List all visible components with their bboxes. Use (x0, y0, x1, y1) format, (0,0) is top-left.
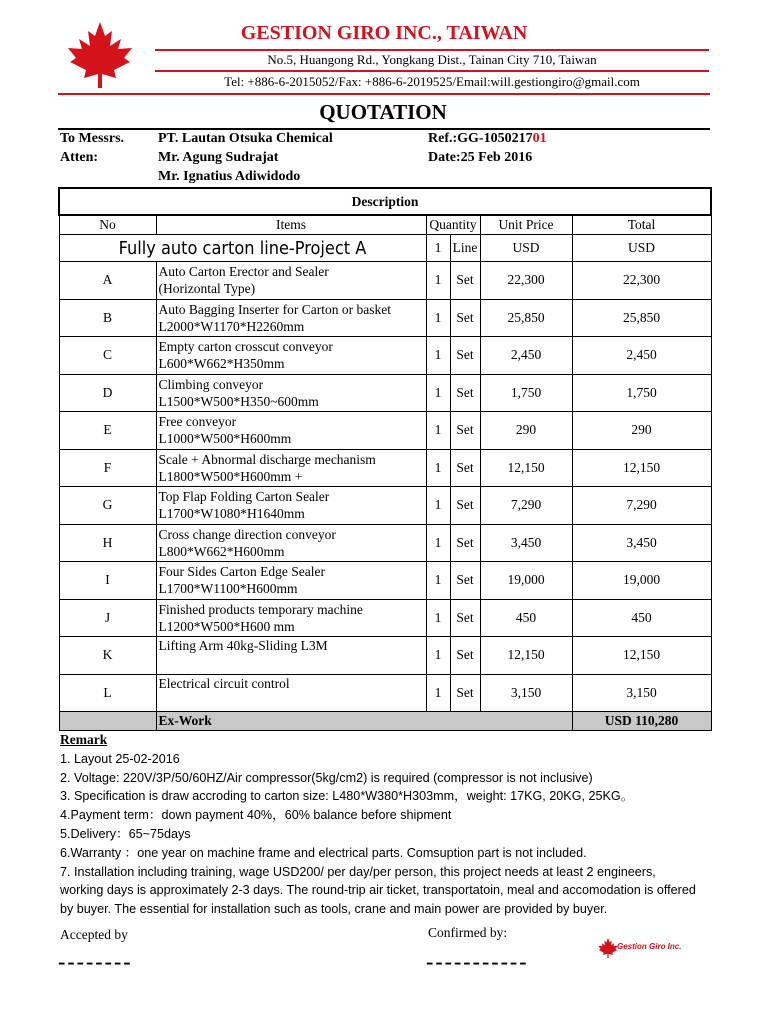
remarks-section (60, 731, 720, 919)
header-rule-middle (155, 70, 709, 72)
item-unit: Set (450, 449, 480, 487)
item-name: Free conveyor (158, 414, 237, 430)
item-name: Cross change direction conveyor (158, 526, 336, 542)
item-unit-price: 1,750 (480, 374, 572, 412)
header-rule-top (155, 49, 709, 51)
total-label: Ex-Work (156, 712, 572, 731)
table-row (59, 337, 711, 375)
table-row (59, 562, 711, 600)
to-label: To Messrs. (60, 131, 125, 146)
remark-line: by buyer. The essential for installation such as tools, crane and main power are provided by buyer. (60, 902, 608, 917)
item-spec: L1500*W500*H350~600mm (158, 393, 319, 409)
item-qty: 1 (426, 599, 450, 637)
item-name: Finished products temporary machine (158, 601, 363, 617)
company-stamp (597, 937, 682, 959)
column-header-no: No (59, 215, 156, 235)
remark-line: working days is approximately 2-3 days. The round-trip air ticket, transportatoin, meal and accomodation is offered (60, 883, 696, 898)
item-description (156, 337, 426, 375)
item-unit: Set (450, 562, 480, 600)
table-row (59, 412, 711, 450)
item-name: Auto Bagging Inserter for Carton or basket (158, 301, 391, 317)
item-total: 1,750 (572, 374, 711, 412)
item-spec: L1700*W1100*H600mm (158, 581, 298, 597)
item-qty: 1 (426, 562, 450, 600)
company-contact: Tel: +886-6-2015052/Fax: +886-6-2019525/Email:will.gestiongiro@gmail.com (224, 74, 640, 89)
item-description (156, 299, 426, 337)
item-description (156, 449, 426, 487)
item-unit: Set (450, 299, 480, 337)
item-total: 12,150 (572, 637, 711, 675)
item-no: L (59, 674, 156, 712)
item-total: 3,150 (572, 674, 711, 712)
item-qty: 1 (426, 524, 450, 562)
company-name: GESTION GIRO INC., TAIWAN (240, 22, 528, 44)
item-total: 19,000 (572, 562, 711, 600)
item-unit-price: 290 (480, 412, 572, 450)
quotation-table (58, 187, 712, 731)
item-name: Lifting Arm 40kg-Sliding L3M (158, 638, 328, 653)
table-row (59, 299, 711, 337)
project-row (59, 235, 711, 262)
item-description (156, 674, 426, 712)
item-unit: Set (450, 412, 480, 450)
item-unit: Set (450, 524, 480, 562)
item-unit: Set (450, 599, 480, 637)
item-name: Four Sides Carton Edge Sealer (158, 564, 325, 580)
item-unit-price: 3,150 (480, 674, 572, 712)
item-unit-price: 12,150 (480, 637, 572, 675)
item-qty: 1 (426, 412, 450, 450)
remark-line: 1. Layout 25-02-2016 (60, 751, 180, 766)
item-total: 2,450 (572, 337, 711, 375)
confirmed-by-label: Confirmed by: (428, 925, 508, 940)
item-no: F (59, 449, 156, 487)
ref-prefix: Ref.:GG-1050217 (428, 131, 533, 146)
remark-line: 3. Specification is draw accroding to carton size: L480*W380*H303mm，weight: 17KG, 20KG, 25KG。 (60, 789, 634, 804)
table-row (59, 599, 711, 637)
table-row (59, 487, 711, 525)
item-spec: L2000*W1170*H2260mm (158, 318, 305, 334)
item-unit: Set (450, 637, 480, 675)
total-row (59, 712, 711, 731)
header-rule-bottom (58, 93, 710, 95)
item-rows (59, 262, 711, 712)
item-qty: 1 (426, 674, 450, 712)
item-unit: Set (450, 262, 480, 300)
item-spec: L1800*W500*H600mm + (158, 468, 303, 484)
table-row (59, 262, 711, 300)
item-unit: Set (450, 374, 480, 412)
table-row (59, 524, 711, 562)
item-total: 25,850 (572, 299, 711, 337)
item-description (156, 562, 426, 600)
item-spec: L1700*W1080*H1640mm (158, 506, 305, 522)
item-unit-price: 25,850 (480, 299, 572, 337)
table-row (59, 449, 711, 487)
item-total: 3,450 (572, 524, 711, 562)
total-row-spacer (59, 712, 156, 731)
item-description (156, 524, 426, 562)
column-header-total: Total (572, 215, 711, 235)
item-total: 12,150 (572, 449, 711, 487)
item-name: Scale + Abnormal discharge mechanism (158, 451, 376, 467)
item-no: K (59, 637, 156, 675)
remark-line: 6.Warranty ：one year on machine frame and electrical parts. Comsuption part is not included. (60, 845, 587, 860)
item-no: C (59, 337, 156, 375)
ref-suffix: 01 (532, 131, 547, 146)
item-no: A (59, 262, 156, 300)
item-qty: 1 (426, 337, 450, 375)
column-header-quantity: Quantity (426, 215, 480, 235)
item-qty: 1 (426, 487, 450, 525)
item-description (156, 262, 426, 300)
item-total: 450 (572, 599, 711, 637)
column-header-row (59, 215, 711, 235)
date: Date:25 Feb 2016 (428, 150, 533, 165)
item-unit-price: 3,450 (480, 524, 572, 562)
item-spec: L600*W662*H350mm (158, 356, 285, 372)
confirmed-signature-line: ----------- (426, 949, 529, 974)
table-row (59, 374, 711, 412)
item-unit-price: 19,000 (480, 562, 572, 600)
item-description (156, 374, 426, 412)
item-no: H (59, 524, 156, 562)
to-value: PT. Lautan Otsuka Chemical (158, 131, 333, 146)
item-unit: Set (450, 674, 480, 712)
grand-total: USD 110,280 (572, 712, 711, 731)
item-no: B (59, 299, 156, 337)
item-description (156, 487, 426, 525)
item-no: J (59, 599, 156, 637)
item-spec: (Horizontal Type) (158, 281, 256, 297)
remark-line: 4.Payment term：down payment 40%，60% balance before shipment (60, 808, 452, 823)
document-title: QUOTATION (319, 100, 447, 124)
stamp-text: Gestion Giro Inc. (617, 942, 682, 951)
remark-line: 7. Installation including training, wage USD200/ per day/per person, this project needs at least 2 engineers, (60, 864, 656, 879)
item-no: I (59, 562, 156, 600)
atten-label: Atten: (60, 150, 99, 165)
title-rule (58, 128, 710, 130)
item-total: 7,290 (572, 487, 711, 525)
stamp-maple-leaf-icon (597, 937, 619, 959)
item-name: Electrical circuit control (158, 675, 290, 691)
item-unit-price: 2,450 (480, 337, 572, 375)
item-no: E (59, 412, 156, 450)
project-unit-price: USD (480, 235, 572, 262)
table-row (59, 674, 711, 712)
project-qty: 1 (426, 235, 450, 262)
project-unit: Line (450, 235, 480, 262)
item-description (156, 599, 426, 637)
atten-value-2: Mr. Ignatius Adiwidodo (158, 169, 301, 184)
item-unit-price: 450 (480, 599, 572, 637)
item-no: D (59, 374, 156, 412)
item-unit-price: 12,150 (480, 449, 572, 487)
item-total: 290 (572, 412, 711, 450)
item-qty: 1 (426, 637, 450, 675)
item-spec: L1200*W500*H600 mm (158, 618, 295, 634)
item-qty: 1 (426, 262, 450, 300)
item-name: Top Flap Folding Carton Sealer (158, 489, 330, 505)
item-description (156, 637, 426, 675)
item-total: 22,300 (572, 262, 711, 300)
item-qty: 1 (426, 374, 450, 412)
column-header-unit-price: Unit Price (480, 215, 572, 235)
item-no: G (59, 487, 156, 525)
ref-number (428, 131, 547, 147)
item-spec: L800*W662*H600mm (158, 543, 285, 559)
description-header: Description (59, 188, 711, 215)
atten-value-1: Mr. Agung Sudrajat (158, 150, 279, 165)
item-name: Auto Carton Erector and Sealer (158, 264, 329, 280)
table-row (59, 637, 711, 675)
item-name: Empty carton crosscut conveyor (158, 339, 333, 355)
description-header-row (59, 188, 711, 215)
item-spec: L1000*W500*H600mm (158, 431, 292, 447)
remark-line: 2. Voltage: 220V/3P/50/60HZ/Air compressor(5kg/cm2) is required (compressor is not inclusive) (60, 770, 593, 785)
remarks-title: Remark (60, 732, 108, 747)
company-address: No.5, Huangong Rd., Yongkang Dist., Tainan City 710, Taiwan (267, 52, 597, 67)
item-unit: Set (450, 487, 480, 525)
accepted-by-label: Accepted by (60, 927, 128, 942)
project-name: Fully auto carton line-Project A (59, 235, 426, 262)
column-header-items: Items (156, 215, 426, 235)
project-total: USD (572, 235, 711, 262)
item-unit-price: 7,290 (480, 487, 572, 525)
item-unit-price: 22,300 (480, 262, 572, 300)
accepted-signature-line: -------- (58, 949, 133, 974)
remarks-list (60, 750, 720, 919)
item-qty: 1 (426, 299, 450, 337)
remark-line: 5.Delivery：65~75days (60, 826, 191, 841)
item-name: Climbing conveyor (158, 376, 264, 392)
item-description (156, 412, 426, 450)
item-qty: 1 (426, 449, 450, 487)
item-unit: Set (450, 337, 480, 375)
